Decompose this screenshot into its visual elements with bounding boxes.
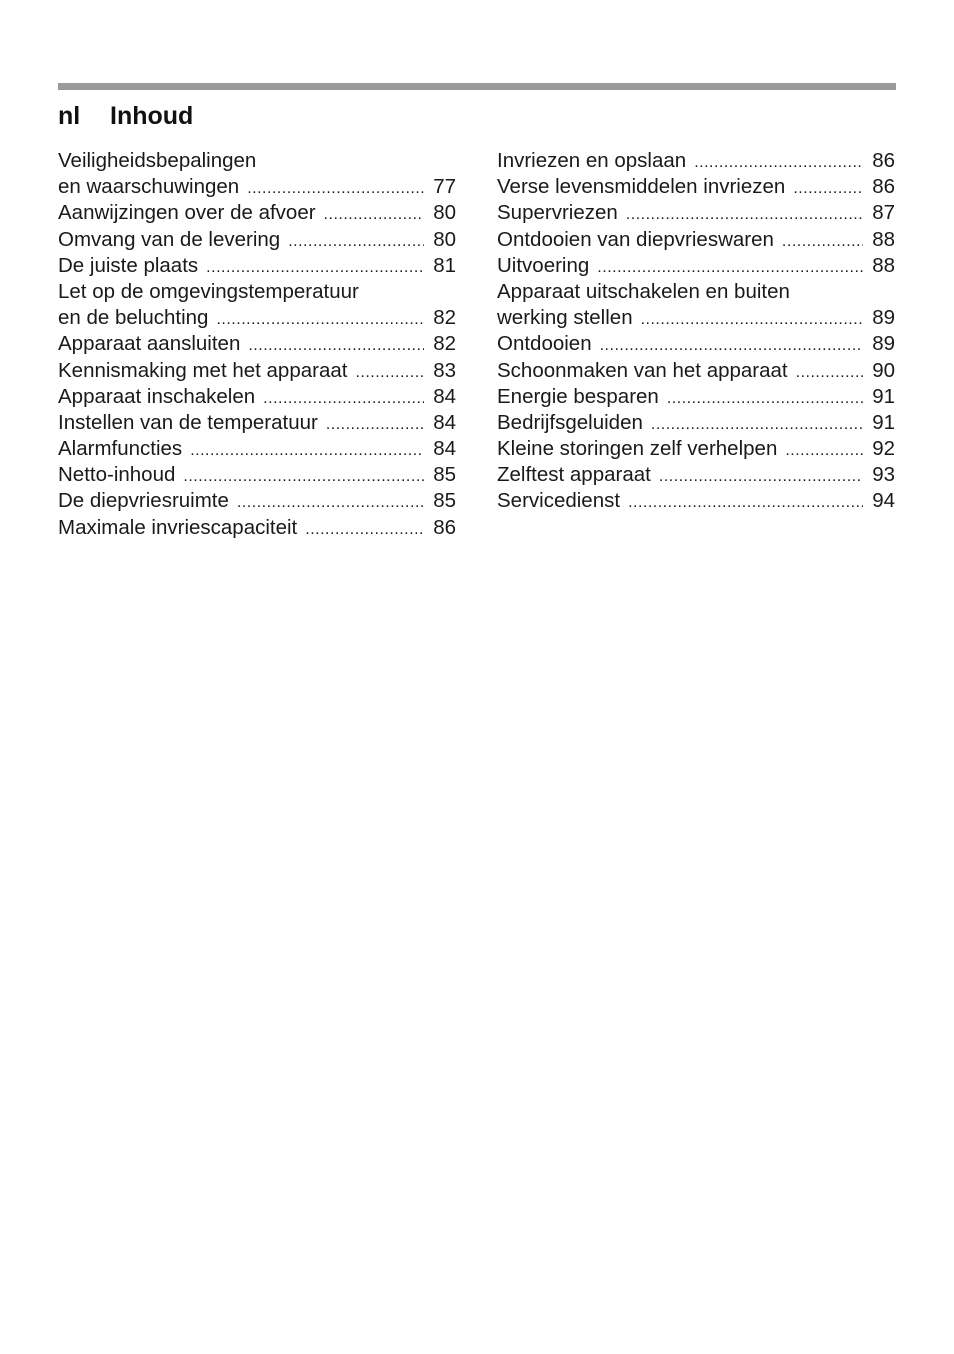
toc-page-number: 84 <box>433 437 456 461</box>
toc-entry-title: Apparaat uitschakelen en buiten <box>497 279 790 303</box>
toc-entry-title: Verse levensmiddelen invriezen <box>497 175 786 199</box>
language-code: nl <box>58 102 81 130</box>
dot-leader <box>190 438 424 464</box>
toc-entry[interactable] <box>58 331 456 357</box>
toc-entry-title: Aanwijzingen over de afvoer <box>58 201 316 225</box>
toc-entry-line <box>58 515 456 541</box>
toc-page-number: 85 <box>433 463 456 487</box>
toc-page-number: 91 <box>872 410 895 434</box>
dot-leader <box>600 333 863 359</box>
toc-entry-title: Zelftest apparaat <box>497 463 651 487</box>
toc-entry[interactable] <box>58 436 456 462</box>
toc-entry-line <box>497 384 895 410</box>
toc-page-number: 88 <box>872 253 895 277</box>
toc-page-number: 85 <box>433 489 456 513</box>
dot-leader <box>355 360 424 386</box>
toc-entry[interactable] <box>497 384 895 410</box>
toc-entry[interactable] <box>58 279 456 331</box>
toc-entry-title: Invriezen en opslaan <box>497 149 687 172</box>
toc-entry-line <box>58 488 456 514</box>
toc-entry-title: De diepvriesruimte <box>58 489 229 513</box>
toc-page-number: 80 <box>433 201 456 225</box>
toc-entry-line <box>497 488 895 514</box>
dot-leader <box>216 307 424 333</box>
toc-entry-line <box>58 436 456 462</box>
toc-page-number: 89 <box>872 306 895 330</box>
toc-entry[interactable] <box>497 148 895 174</box>
toc-entry-title: werking stellen <box>497 306 633 330</box>
toc-entry-line <box>497 174 895 200</box>
dot-leader <box>248 333 424 359</box>
toc-entry-title: en waarschuwingen <box>58 175 240 199</box>
toc-entry-title: Apparaat inschakelen <box>58 384 256 408</box>
toc-page-number: 84 <box>433 384 456 408</box>
toc-entry[interactable] <box>497 174 895 200</box>
dot-leader <box>324 202 424 228</box>
toc-entry-line <box>497 358 895 384</box>
toc-entry-line <box>58 148 456 174</box>
toc-page-number: 92 <box>872 437 895 461</box>
dot-leader <box>183 464 424 490</box>
toc-page-number: 82 <box>433 306 456 330</box>
toc-entry-line <box>497 227 895 253</box>
toc-entry-title: Maximale invriescapaciteit <box>58 515 298 539</box>
toc-entry-line <box>58 200 456 226</box>
toc-entry-line <box>497 279 895 305</box>
dot-leader <box>651 412 863 438</box>
toc-page-number: 94 <box>872 489 895 513</box>
dot-leader <box>626 202 863 228</box>
dot-leader <box>288 229 424 255</box>
toc-entry-title: Kennismaking met het apparaat <box>58 358 348 382</box>
toc-page-number: 77 <box>433 175 456 199</box>
toc-entry-line <box>58 462 456 488</box>
toc-entry-line <box>58 279 456 305</box>
dot-leader <box>237 490 424 516</box>
page-title <box>58 100 193 132</box>
dot-leader <box>206 255 424 281</box>
toc-entry-title: Ontdooien <box>497 332 592 356</box>
toc-entry-line <box>497 331 895 357</box>
dot-leader <box>782 229 863 255</box>
dot-leader <box>793 176 863 202</box>
toc-entry-line <box>58 227 456 253</box>
toc-page-number: 89 <box>872 332 895 356</box>
toc-entry[interactable] <box>497 436 895 462</box>
toc-entry[interactable] <box>497 410 895 436</box>
toc-entry-title: Veiligheidsbepalingen <box>58 149 257 172</box>
dot-leader <box>597 255 863 281</box>
toc-entry[interactable] <box>497 279 895 331</box>
top-rule <box>58 83 896 90</box>
toc-page-number: 86 <box>872 149 895 172</box>
toc-entry-title: De juiste plaats <box>58 253 199 277</box>
toc-entry-line <box>497 462 895 488</box>
toc-entry[interactable] <box>58 227 456 253</box>
toc-entry-line <box>497 410 895 436</box>
dot-leader <box>305 517 424 543</box>
toc-column-right <box>497 148 895 515</box>
toc-entry-title: Uitvoering <box>497 253 590 277</box>
toc-entry-title: Supervriezen <box>497 201 618 225</box>
dot-leader <box>796 360 863 386</box>
toc-entry-line <box>58 305 456 331</box>
title-text: Inhoud <box>110 102 194 130</box>
dot-leader <box>785 438 863 464</box>
toc-page-number: 90 <box>872 358 895 382</box>
toc-entry-line <box>497 148 895 174</box>
toc-entry-title: Instellen van de temperatuur <box>58 410 318 434</box>
dot-leader <box>694 150 863 176</box>
dot-leader <box>628 490 863 516</box>
toc-entry[interactable] <box>497 462 895 488</box>
toc-entry-title: Let op de omgevingstemperatuur <box>58 279 359 303</box>
toc-entry[interactable] <box>58 410 456 436</box>
toc-entry[interactable] <box>58 488 456 514</box>
toc-entry[interactable] <box>58 253 456 279</box>
toc-entry[interactable] <box>497 331 895 357</box>
toc-page-number: 82 <box>433 332 456 356</box>
toc-entry-line <box>497 200 895 226</box>
toc-page-number: 86 <box>872 175 895 199</box>
toc-entry[interactable] <box>497 200 895 226</box>
dot-leader <box>641 307 863 333</box>
toc-entry-title: Ontdooien van diepvrieswaren <box>497 227 774 251</box>
toc-entry-title: Alarmfuncties <box>58 437 183 461</box>
toc-entry[interactable] <box>58 462 456 488</box>
toc-entry-title: Omvang van de levering <box>58 227 281 251</box>
toc-entry-title: Kleine storingen zelf verhelpen <box>497 437 778 461</box>
toc-page-number: 88 <box>872 227 895 251</box>
dot-leader <box>247 176 424 202</box>
toc-entry-line <box>497 436 895 462</box>
toc-entry[interactable] <box>497 358 895 384</box>
toc-entry-title: Schoonmaken van het apparaat <box>497 358 788 382</box>
toc-entry-title: Netto-inhoud <box>58 463 176 487</box>
toc-entry-title: Servicedienst <box>497 489 621 513</box>
toc-entry[interactable] <box>497 488 895 514</box>
dot-leader <box>667 386 863 412</box>
toc-entry-title: Bedrijfsgeluiden <box>497 410 643 434</box>
dot-leader <box>659 464 863 490</box>
toc-entry-line <box>58 358 456 384</box>
toc-page-number: 80 <box>433 227 456 251</box>
toc-entry[interactable] <box>58 515 456 541</box>
toc-entry-line <box>58 331 456 357</box>
toc-entry[interactable] <box>58 148 456 200</box>
dot-leader <box>263 386 424 412</box>
dot-leader <box>326 412 424 438</box>
toc-entry-title: Energie besparen <box>497 384 659 408</box>
toc-entry-line <box>497 253 895 279</box>
toc-page-number: 83 <box>433 358 456 382</box>
toc-page-number: 86 <box>433 515 456 539</box>
toc-entry-line <box>58 174 456 200</box>
toc-entry[interactable] <box>58 358 456 384</box>
toc-page-number: 84 <box>433 410 456 434</box>
toc-entry[interactable] <box>497 227 895 253</box>
toc-entry-line <box>497 305 895 331</box>
toc-page-number: 87 <box>872 201 895 225</box>
toc-entry-line <box>58 253 456 279</box>
toc-entry[interactable] <box>497 253 895 279</box>
toc-page-number: 93 <box>872 463 895 487</box>
toc-entry[interactable] <box>58 384 456 410</box>
toc-entry[interactable] <box>58 200 456 226</box>
toc-entry-title: Apparaat aansluiten <box>58 332 241 356</box>
toc-page-number: 81 <box>433 253 456 277</box>
toc-entry-line <box>58 384 456 410</box>
toc-entry-line <box>58 410 456 436</box>
toc-column-left <box>58 148 456 541</box>
toc-entry-title: en de beluchting <box>58 306 209 330</box>
toc-page-number: 91 <box>872 384 895 408</box>
